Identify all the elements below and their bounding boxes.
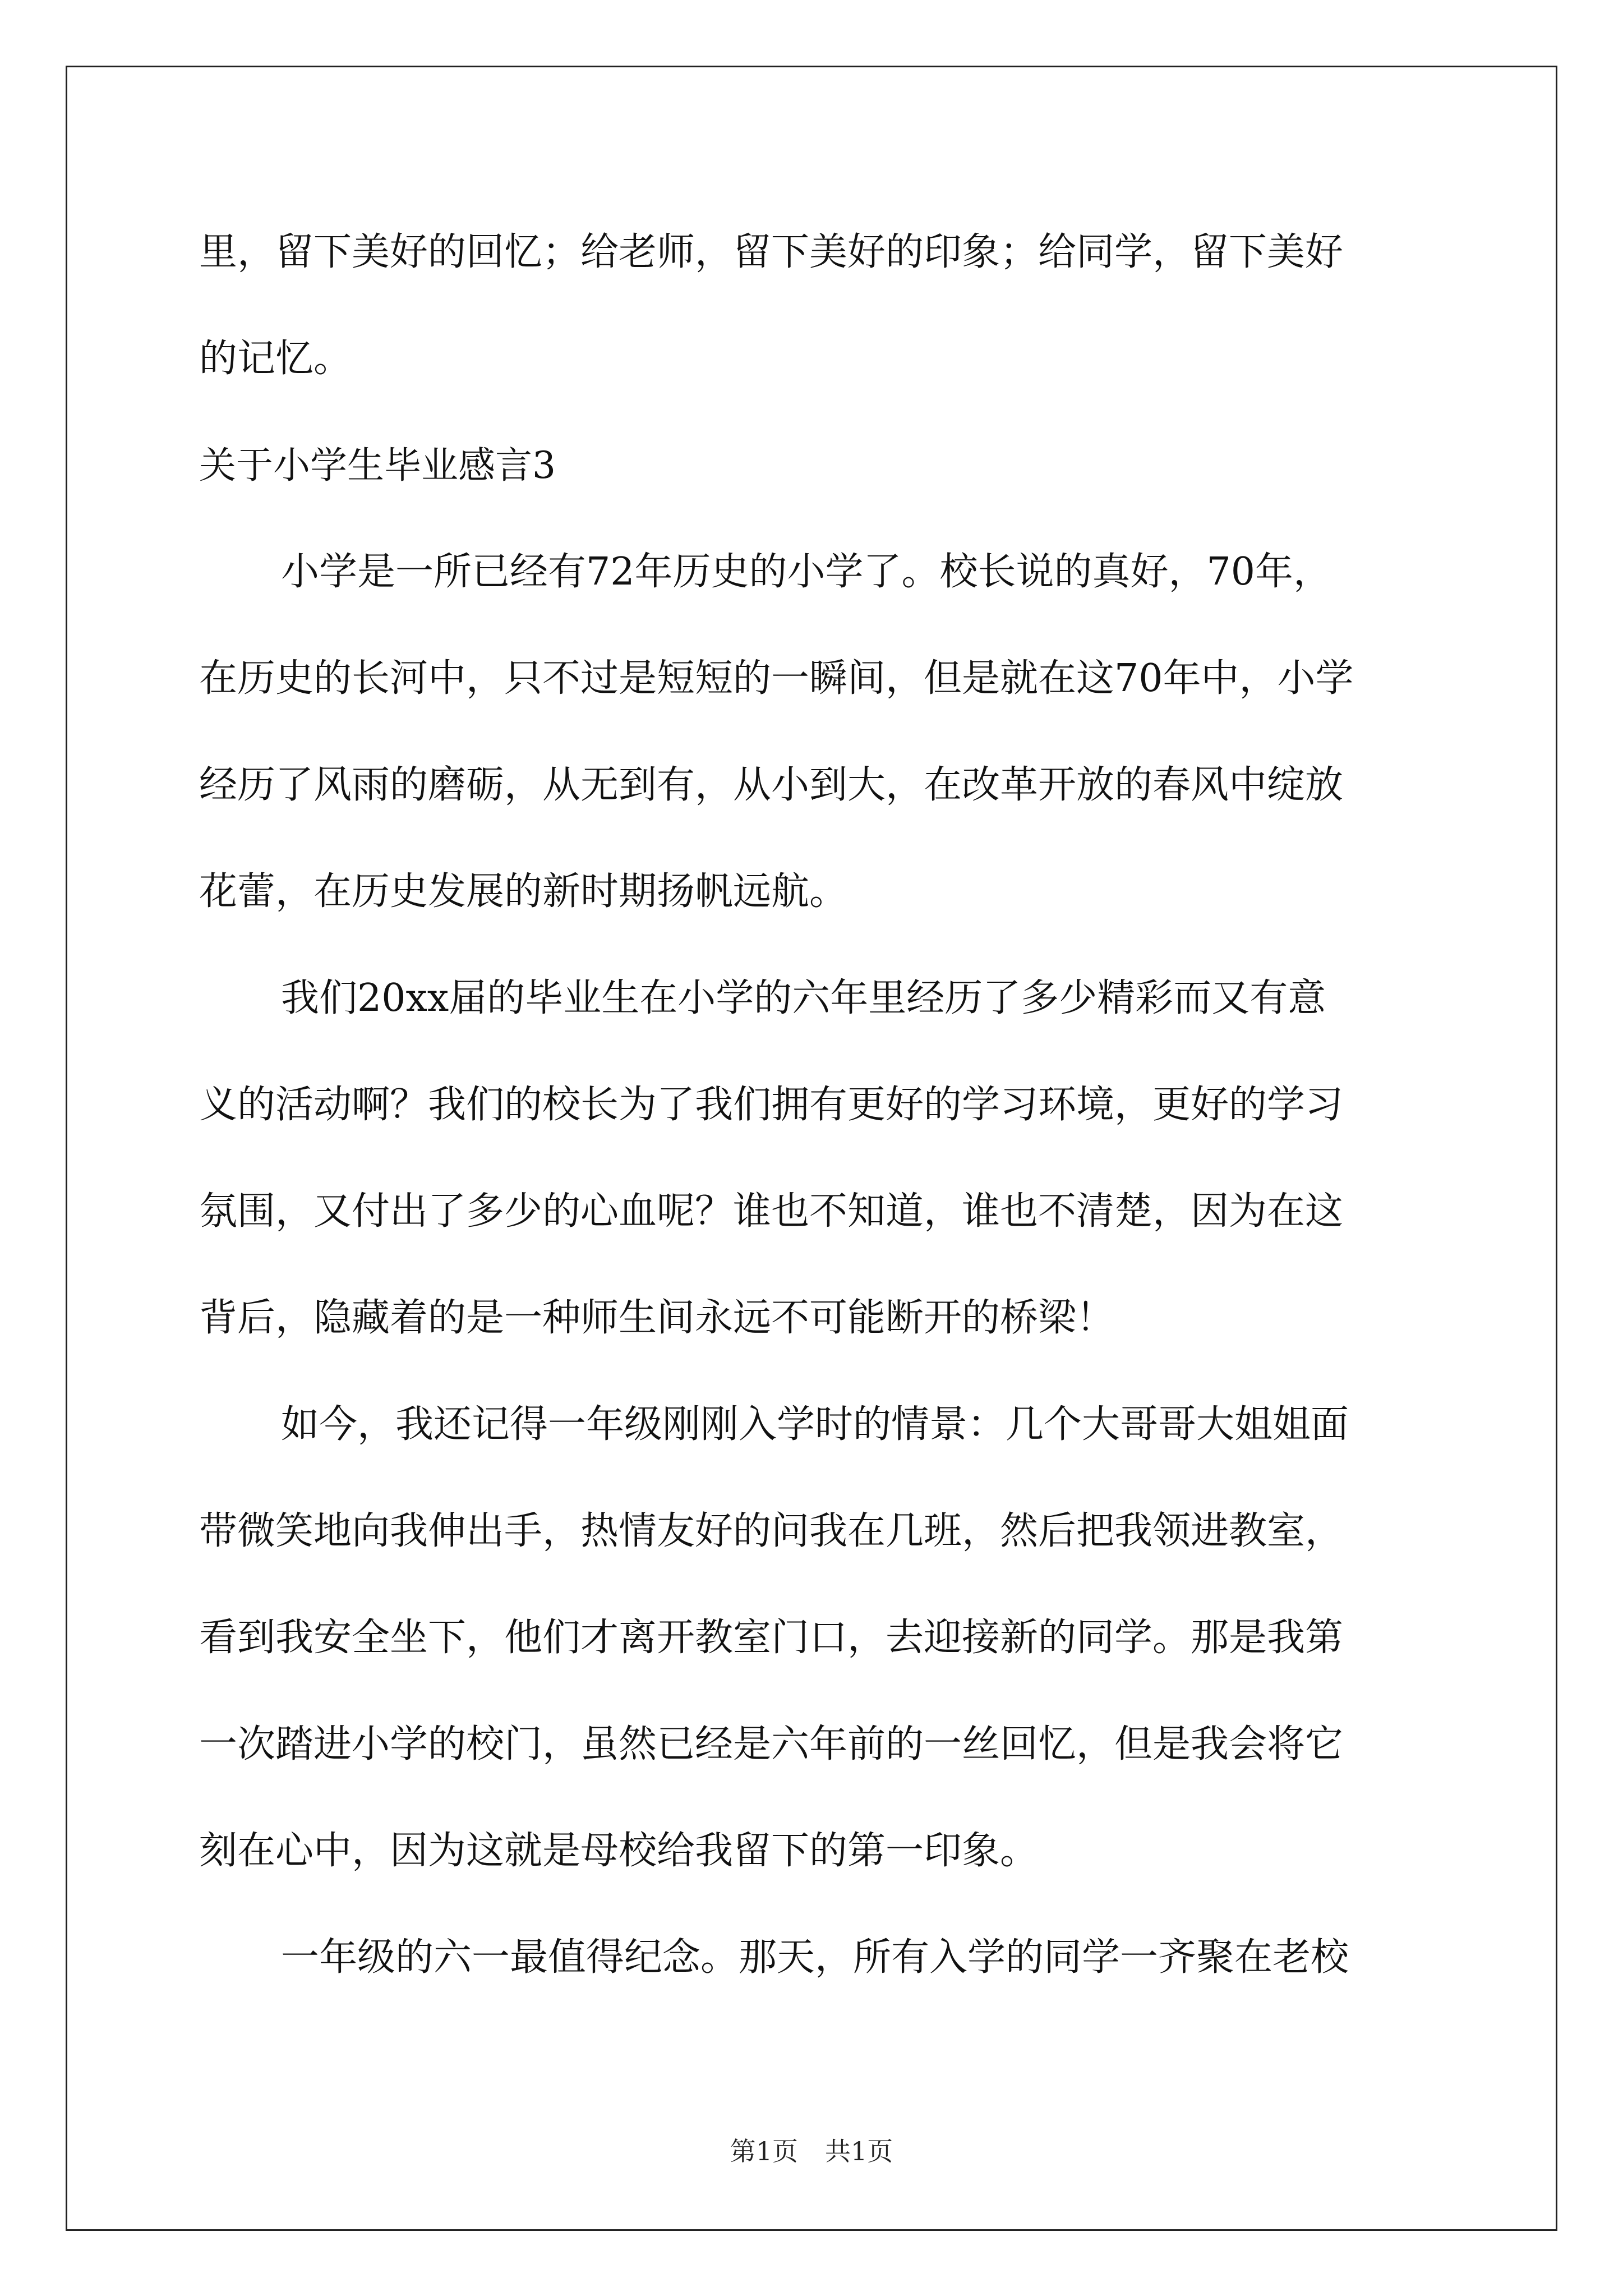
text-line: 的记忆。 [199, 337, 352, 381]
paragraph-start-line: 一年级的六一最值得纪念。那天，所有入学的同学一齐聚在老校 [281, 1935, 1349, 1980]
document-body [199, 199, 1433, 2011]
paragraph-start-line: 小学是一所已经有72年历史的小学了。校长说的真好，70年， [281, 550, 1332, 594]
text-line: 花蕾，在历史发展的新时期扬帆远航。 [199, 869, 848, 914]
text-line: 看到我安全坐下，他们才离开教室门口，去迎接新的同学。那是我第 [199, 1616, 1344, 1660]
page-number: 第1页 [730, 2136, 798, 2166]
text-line: 一次踏进小学的校门，虽然已经是六年前的一丝回忆，但是我会将它 [199, 1722, 1344, 1766]
page-footer [0, 2134, 1623, 2168]
section-heading: 关于小学生毕业感言3 [199, 444, 556, 487]
text-line: 经历了风雨的磨砺，从无到有，从小到大，在改革开放的春风中绽放 [199, 763, 1344, 807]
text-line: 里，留下美好的回忆；给老师，留下美好的印象；给同学，留下美好 [199, 230, 1344, 274]
page-total: 共1页 [825, 2136, 893, 2166]
text-line: 带微笑地向我伸出手，热情友好的问我在几班，然后把我领进教室， [199, 1509, 1344, 1553]
paragraph-start-line: 我们20xx届的毕业生在小学的六年里经历了多少精彩而又有意 [281, 976, 1326, 1020]
text-line: 在历史的长河中，只不过是短短的一瞬间，但是就在这70年中，小学 [199, 656, 1354, 701]
text-line: 刻在心中，因为这就是母校给我留下的第一印象。 [199, 1829, 1039, 1873]
text-line: 义的活动啊？我们的校长为了我们拥有更好的学习环境，更好的学习 [199, 1083, 1344, 1127]
text-line: 背后，隐藏着的是一种师生间永远不可能断开的桥梁！ [199, 1296, 1115, 1340]
text-line: 氛围，又付出了多少的心血呢？谁也不知道，谁也不清楚，因为在这 [199, 1189, 1344, 1234]
paragraph-start-line: 如今，我还记得一年级刚刚入学时的情景：几个大哥哥大姐姐面 [281, 1402, 1349, 1447]
